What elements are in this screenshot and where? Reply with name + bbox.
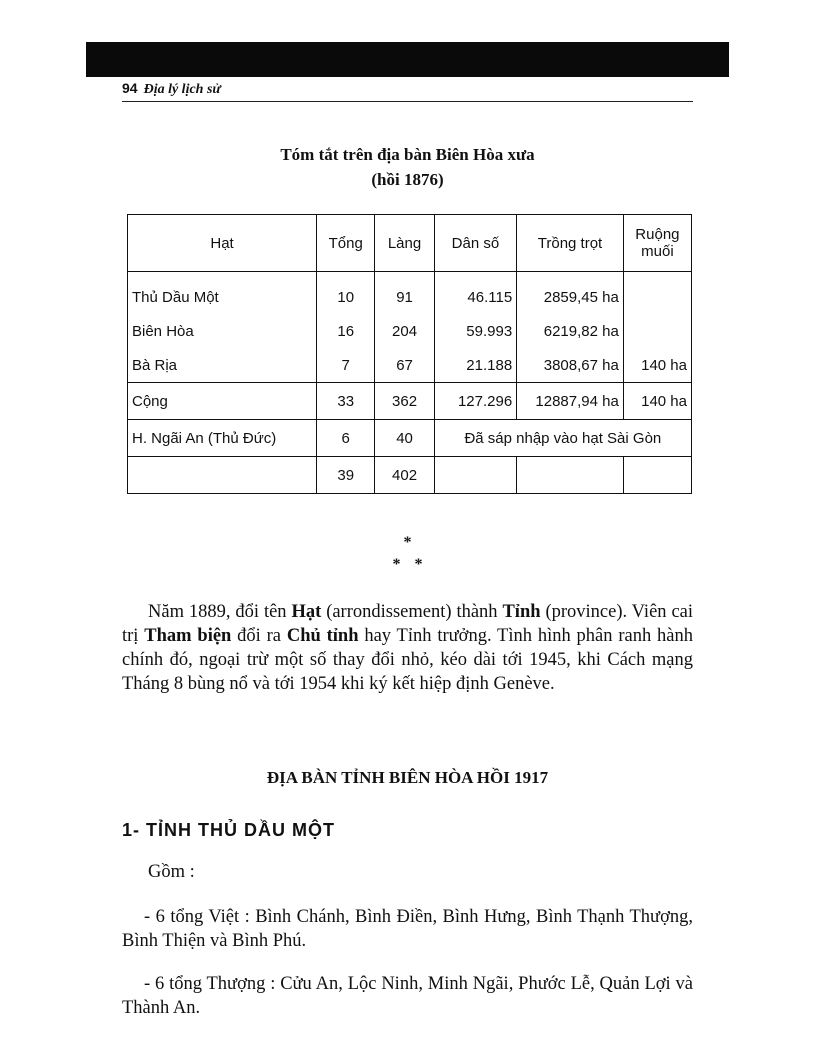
cell-tong: 16 xyxy=(317,314,375,348)
cell-hat: Biên Hòa xyxy=(128,314,317,348)
top-black-bar xyxy=(86,42,729,77)
paragraph-1889 xyxy=(122,600,693,696)
cell-lang: 362 xyxy=(375,383,434,420)
cell-trong-trot xyxy=(517,457,624,494)
cell-tong: 7 xyxy=(317,348,375,383)
header-dan-so: Dân số xyxy=(434,215,516,272)
term-chu-tinh: Chủ tỉnh xyxy=(286,626,359,646)
cell-dan-so xyxy=(434,457,516,494)
header-hat: Hạt xyxy=(128,215,317,272)
text-run: hay Tỉnh trưởng. Tình hình phân ranh hành chính đó, ngoại trừ một số thay đổi nhỏ, kéo dài tới 1945, khi Cách mạng Tháng 8 bùng nổ và tới 1954 khi ký kết hiệp định Genève. xyxy=(122,626,694,694)
cell-trong-trot: 12887,94 ha xyxy=(517,383,624,420)
cell-tong: 33 xyxy=(317,383,375,420)
cell-ruong-muoi xyxy=(623,314,691,348)
cell-ruong-muoi xyxy=(623,457,691,494)
list-item-tong-viet: - 6 tổng Việt : Bình Chánh, Bình Điền, Bình Hưng, Bình Thạnh Thượng, Bình Thiện và Bình Phú. xyxy=(122,907,693,951)
cell-tong: 39 xyxy=(317,457,375,494)
cell-tong: 10 xyxy=(317,272,375,315)
header-tong: Tổng xyxy=(317,215,375,272)
cell-lang: 40 xyxy=(375,420,434,457)
section-title: ĐỊA BÀN TỈNH BIÊN HÒA HỒI 1917 xyxy=(266,768,549,787)
term-tham-bien: Tham biện xyxy=(144,626,232,646)
cell-dan-so: 21.188 xyxy=(434,348,516,383)
term-tinh: Tỉnh xyxy=(502,602,541,622)
cell-ruong-muoi: 140 ha xyxy=(623,348,691,383)
list-item-tong-thuong: - 6 tổng Thượng : Cửu An, Lộc Ninh, Minh Ngãi, Phước Lễ, Quản Lợi và Thành An. xyxy=(122,974,693,1018)
text-run: Năm 1889, đổi tên xyxy=(148,602,292,622)
summary-table xyxy=(127,214,692,494)
grand-total-row xyxy=(128,457,692,494)
separator-star: * xyxy=(403,534,412,551)
header-lang: Làng xyxy=(375,215,434,272)
cell-hat: Thủ Dầu Một xyxy=(128,272,317,315)
cell-trong-trot: 2859,45 ha xyxy=(517,272,624,315)
cell-lang: 91 xyxy=(375,272,434,315)
term-hat: Hạt xyxy=(291,602,322,622)
cell-ruong-muoi: 140 ha xyxy=(623,383,691,420)
header-rule xyxy=(122,101,693,102)
header-ruong-muoi: Ruộng muối xyxy=(623,215,691,272)
cell-ruong-muoi xyxy=(623,272,691,315)
ngai-an-row xyxy=(128,420,692,457)
table-row xyxy=(128,348,692,383)
header-trong-trot: Trồng trọt xyxy=(517,215,624,272)
cell-hat: H. Ngãi An (Thủ Đức) xyxy=(128,420,317,457)
table-caption-line1: Tóm tắt trên địa bàn Biên Hòa xưa xyxy=(280,145,535,164)
paragraph-gom: Gồm : xyxy=(148,862,195,882)
cell-dan-so: 127.296 xyxy=(434,383,516,420)
cell-lang: 402 xyxy=(375,457,434,494)
text-run: (arrondissement) thành xyxy=(321,602,503,622)
cell-dan-so: 59.993 xyxy=(434,314,516,348)
cell-hat xyxy=(128,457,317,494)
cell-hat: Bà Rịa xyxy=(128,348,317,383)
page-number: 94 xyxy=(122,80,138,96)
cell-dan-so: 46.115 xyxy=(434,272,516,315)
running-head-title: Địa lý lịch sử xyxy=(143,82,221,97)
merge-note: Đã sáp nhập vào hạt Sài Gòn xyxy=(434,420,691,457)
cell-lang: 67 xyxy=(375,348,434,383)
running-head xyxy=(122,80,221,98)
cell-hat: Cộng xyxy=(128,383,317,420)
total-row xyxy=(128,383,692,420)
table-header-row xyxy=(128,215,692,272)
separator-stars: ** xyxy=(392,556,437,573)
cell-trong-trot: 6219,82 ha xyxy=(517,314,624,348)
subsection-title: 1- TỈNH THỦ DẦU MỘT xyxy=(122,820,335,840)
table-row xyxy=(128,314,692,348)
cell-tong: 6 xyxy=(317,420,375,457)
table-row xyxy=(128,272,692,315)
cell-trong-trot: 3808,67 ha xyxy=(517,348,624,383)
text-run: (province). Viên cai trị xyxy=(122,602,694,646)
table-caption-line2: (hồi 1876) xyxy=(371,170,444,189)
text-run: đổi ra xyxy=(231,626,287,646)
cell-lang: 204 xyxy=(375,314,434,348)
